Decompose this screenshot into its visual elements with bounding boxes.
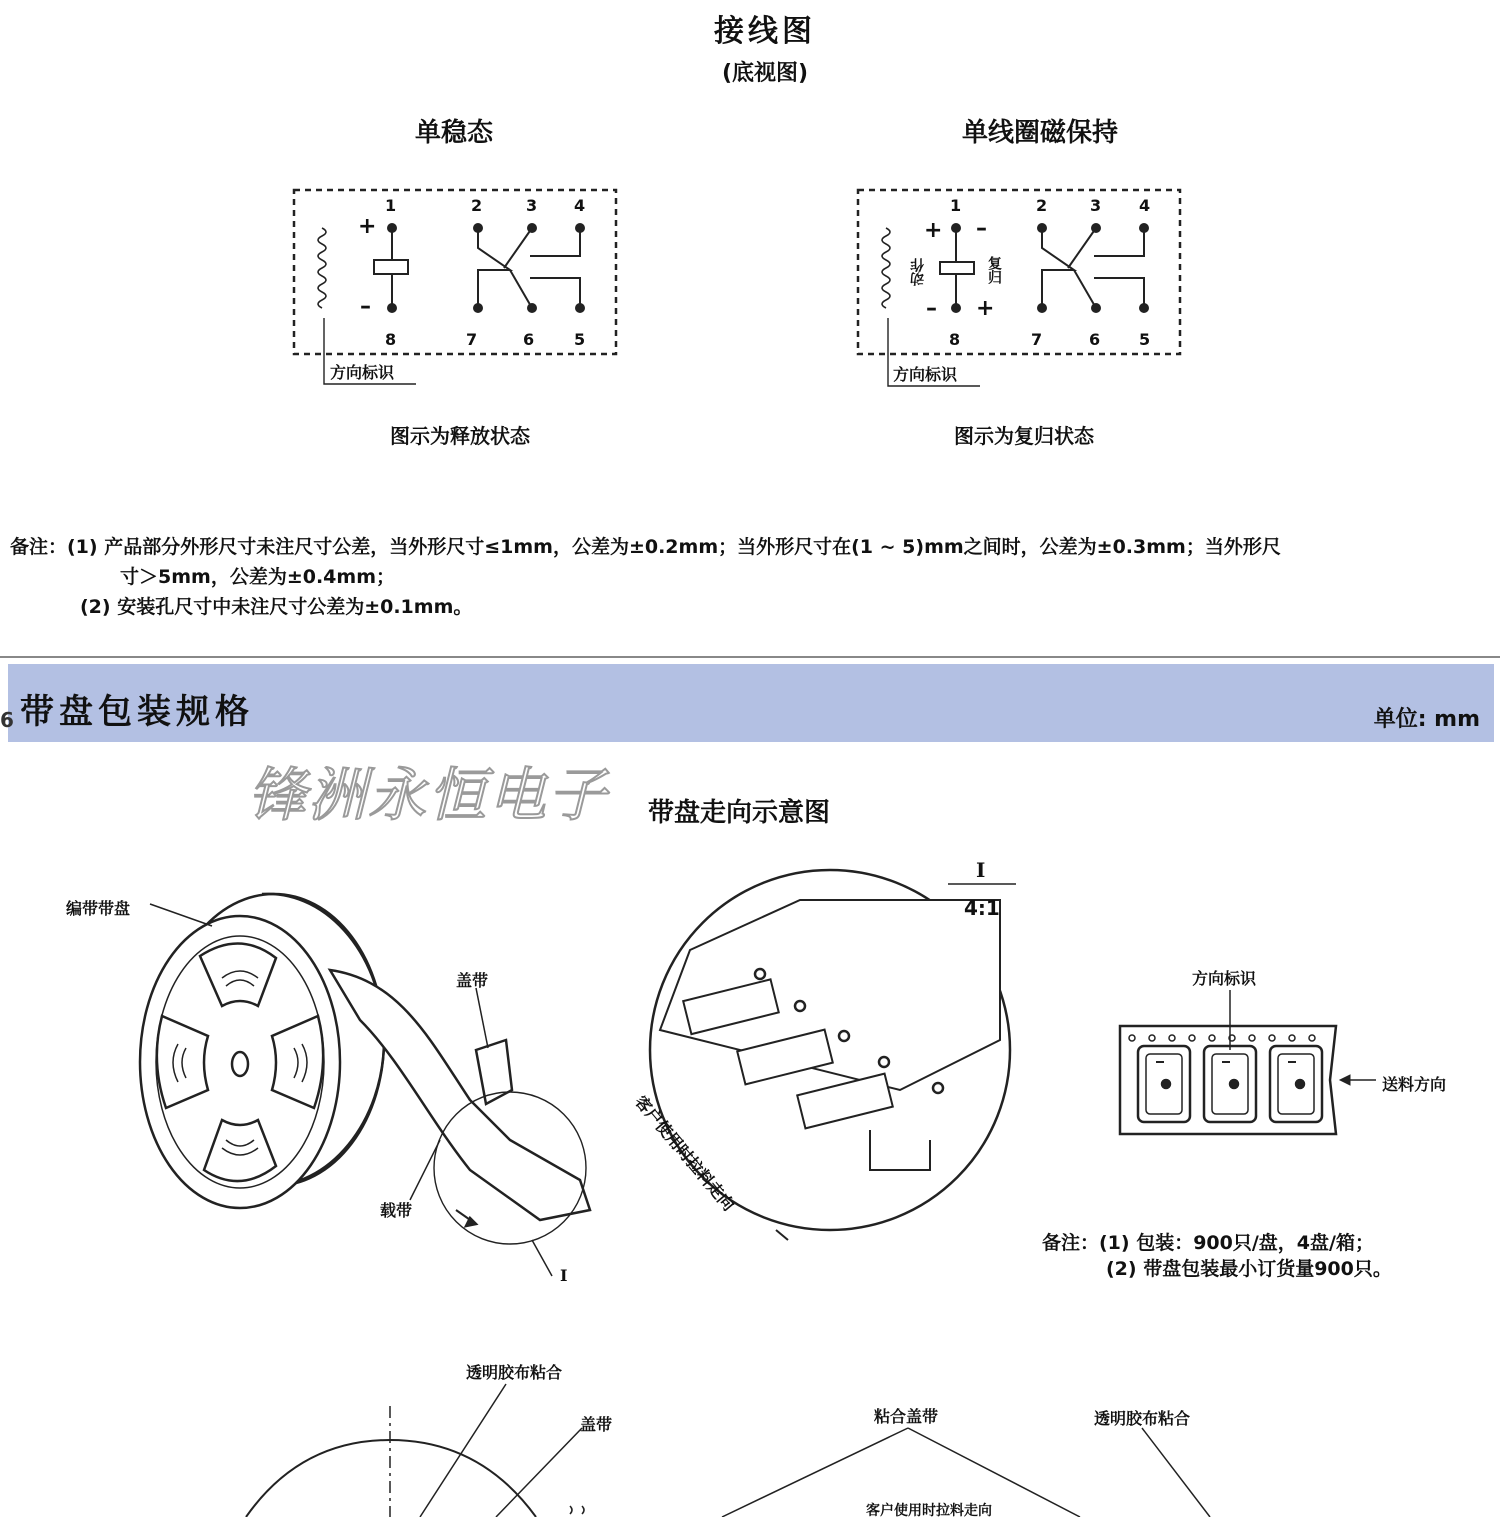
right-orientation-label: 方向标识 — [893, 365, 958, 384]
right-pin-6: 6 — [1089, 330, 1101, 349]
label-carrier-tape: 载带 — [380, 1201, 413, 1220]
label-orientation: 方向标识 — [1192, 969, 1257, 988]
right-heading: 单线圈磁保持 — [961, 118, 1118, 148]
divider — [0, 656, 1500, 658]
coil-icon — [940, 262, 974, 274]
label-transparent-tape: 透明胶布粘合 — [466, 1363, 563, 1382]
left-orientation-label: 方向标识 — [330, 363, 395, 382]
orientation-mark-icon — [882, 228, 890, 308]
right-plus-top: + — [924, 218, 943, 243]
detail-scale: 4:1 — [964, 896, 1000, 920]
label-bond-cover: 粘合盖带 — [874, 1407, 939, 1426]
wiring-title: 接线图 — [714, 14, 816, 49]
right-caption: 图示为复归状态 — [954, 424, 1094, 448]
right-pin-2: 2 — [1036, 196, 1048, 215]
right-pin-3: 3 — [1090, 196, 1102, 215]
reel-diagram-title: 带盘走向示意图 — [648, 798, 831, 828]
right-pin-4: 4 — [1139, 196, 1151, 215]
right-pin-5: 5 — [1139, 330, 1151, 349]
right-pin-8: 8 — [949, 330, 961, 349]
left-pin-8: 8 — [385, 330, 397, 349]
note-line-1: 备注：(1) 产品部分外形尺寸未注尺寸公差，当外形尺寸≤1mm，公差为±0.2mm；当外形尺寸在(1 ~ 5)mm之间时，公差为±0.3mm；当外形尺 — [10, 536, 1281, 558]
right-reset-label: 复归 — [986, 256, 1002, 284]
packing-note-1: 备注：(1) 包装：900只/盘，4盘/箱； — [1042, 1232, 1374, 1254]
banner-unit: 单位: mm — [1373, 707, 1480, 732]
left-pin-5: 5 — [574, 330, 586, 349]
right-minus-bottom: – — [926, 296, 937, 321]
left-heading: 单稳态 — [414, 118, 493, 148]
tape-reel — [140, 894, 384, 1208]
left-pin-4: 4 — [574, 196, 586, 215]
right-minus-top: – — [976, 216, 987, 241]
label-transparent-tape-2: 透明胶布粘合 — [1094, 1409, 1191, 1428]
right-act-label: 动作 — [910, 258, 926, 286]
wiring-diagrams — [0, 0, 1500, 470]
left-minus: – — [360, 294, 371, 319]
left-wiring-diagram — [294, 190, 616, 384]
label-cover-tape-bottom: 盖带 — [580, 1415, 613, 1434]
banner-title: 带盘包装规格 — [20, 692, 254, 732]
coil-icon — [374, 260, 408, 274]
right-pin-1: 1 — [950, 196, 962, 215]
left-pin-6: 6 — [523, 330, 535, 349]
note-line-3: (2) 安装孔尺寸中未注尺寸公差为±0.1mm。 — [80, 596, 473, 618]
packing-note-2: (2) 带盘包装最小订货量900只。 — [1106, 1258, 1392, 1280]
left-pin-7: 7 — [466, 330, 478, 349]
label-feed-direction: 送料方向 — [1382, 1075, 1447, 1094]
left-pin-1: 1 — [385, 196, 397, 215]
right-pin-7: 7 — [1031, 330, 1043, 349]
watermark: 锋洲永恒电子 — [248, 761, 609, 829]
note-line-2: 寸＞5mm，公差为±0.4mm； — [120, 566, 395, 588]
left-caption: 图示为释放状态 — [390, 424, 530, 448]
label-pull-direction: 客户使用时拉料走向 — [631, 1091, 739, 1215]
label-detail-mark: I — [560, 1266, 568, 1285]
label-pull-direction-bottom: 客户使用时拉料走向 — [866, 1503, 992, 1519]
bottom-diagrams — [0, 1360, 1500, 1517]
banner-edge-char: 6 — [0, 708, 14, 732]
left-plus: + — [358, 214, 377, 239]
orientation-mark-icon — [318, 228, 326, 308]
label-cover-tape: 盖带 — [456, 971, 489, 990]
wiring-subtitle: (底视图) — [721, 61, 809, 86]
label-reel: 编带带盘 — [66, 899, 131, 918]
tape-top-view — [1120, 990, 1376, 1134]
left-pin-3: 3 — [526, 196, 538, 215]
detail-mark: I — [976, 858, 986, 882]
right-wiring-diagram — [858, 190, 1180, 386]
left-pin-2: 2 — [471, 196, 483, 215]
right-plus-bottom: + — [976, 296, 995, 321]
